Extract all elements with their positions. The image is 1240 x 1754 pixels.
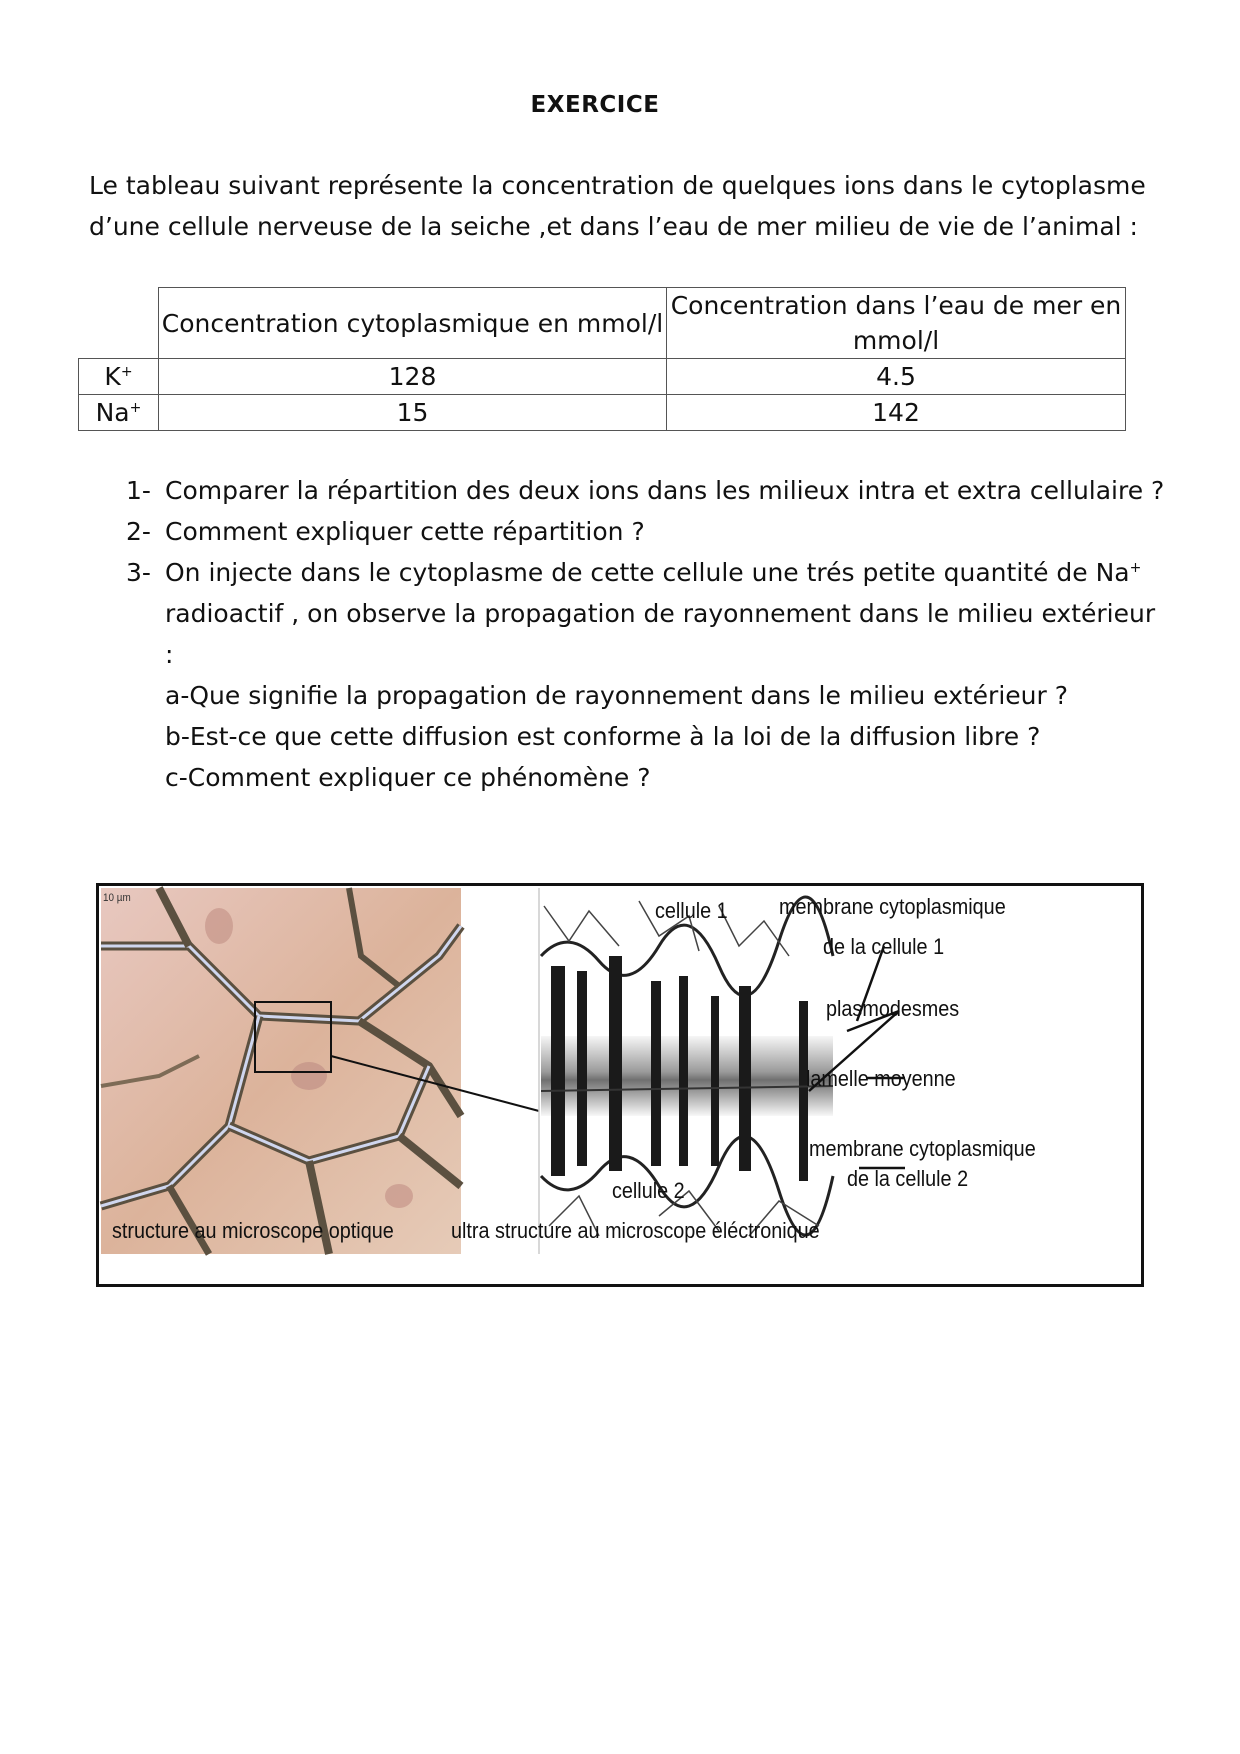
- header-seawater: Concentration dans l’eau de mer en mmol/l: [667, 288, 1126, 359]
- label-plasmodesmes: plasmodesmes: [826, 996, 960, 1021]
- caption-optical: structure au microscope optique: [112, 1218, 394, 1243]
- question-3: [126, 552, 1166, 675]
- cyto-value: 15: [159, 395, 667, 431]
- question-1: [126, 470, 1166, 511]
- ion-label: K+: [79, 359, 159, 395]
- subquestion-text: Comment expliquer ce phénomène ?: [187, 763, 651, 792]
- subquestion-b: [126, 716, 1166, 757]
- header-cytoplasm: Concentration cytoplasmique en mmol/l: [159, 288, 667, 359]
- cell-structure-figure: [96, 883, 1144, 1287]
- exercise-title: EXERCICE: [530, 92, 660, 118]
- cyto-value: 128: [159, 359, 667, 395]
- intro-paragraph: Le tableau suivant représente la concentration de quelques ions dans le cytoplasme d’une cellule nerveuse de la seiche ,et dans l’eau de mer milieu de vie de l’animal :: [89, 171, 1146, 241]
- table-row: [79, 359, 1126, 395]
- subquestion-letter: c-: [165, 763, 188, 792]
- question-text: Comment expliquer cette répartition ?: [165, 517, 645, 546]
- sea-value: 4.5: [667, 359, 1126, 395]
- subquestion-c: [126, 757, 1166, 798]
- label-membrane-2-line2: de la cellule 2: [847, 1166, 969, 1191]
- question-2: [126, 511, 1166, 552]
- table-corner: [79, 288, 159, 359]
- subquestion-text: Que signifie la propagation de rayonnement dans le milieu extérieur ?: [189, 681, 1069, 710]
- optical-micrograph: [101, 888, 461, 1254]
- electron-micrograph: [541, 888, 833, 1254]
- table-row: [79, 395, 1126, 431]
- caption-electron: ultra structure au microscope éléctronique: [451, 1218, 820, 1243]
- question-number: 3-: [126, 558, 151, 587]
- table-header-row: [79, 288, 1126, 359]
- question-number: 2-: [126, 517, 151, 546]
- subquestion-letter: a-: [165, 681, 190, 710]
- question-number: 1-: [126, 476, 151, 505]
- label-membrane-2-line1: membrane cytoplasmique: [809, 1136, 1036, 1161]
- ion-concentration-table: [78, 287, 1126, 431]
- question-list: [126, 470, 1166, 798]
- label-cellule-1: cellule 1: [655, 898, 728, 923]
- question-text: Comparer la répartition des deux ions dans les milieux intra et extra cellulaire ?: [165, 476, 1165, 505]
- label-membrane-1-line2: de la cellule 1: [823, 934, 945, 959]
- label-lamelle-moyenne: lamelle moyenne: [806, 1066, 956, 1091]
- ion-label: Na+: [79, 395, 159, 431]
- subquestion-letter: b-: [165, 722, 190, 751]
- question-text: On injecte dans le cytoplasme de cette cellule une trés petite quantité de Na+ radioactif , on observe la propagation de rayonnement dans le milieu extérieur :: [165, 558, 1156, 669]
- label-membrane-1-line1: membrane cytoplasmique: [779, 894, 1006, 919]
- scale-bar-label: 10 µm: [103, 892, 131, 904]
- label-cellule-2: cellule 2: [612, 1178, 685, 1203]
- subquestion-text: Est-ce que cette diffusion est conforme à la loi de la diffusion libre ?: [189, 722, 1041, 751]
- subquestion-a: [126, 675, 1166, 716]
- sea-value: 142: [667, 395, 1126, 431]
